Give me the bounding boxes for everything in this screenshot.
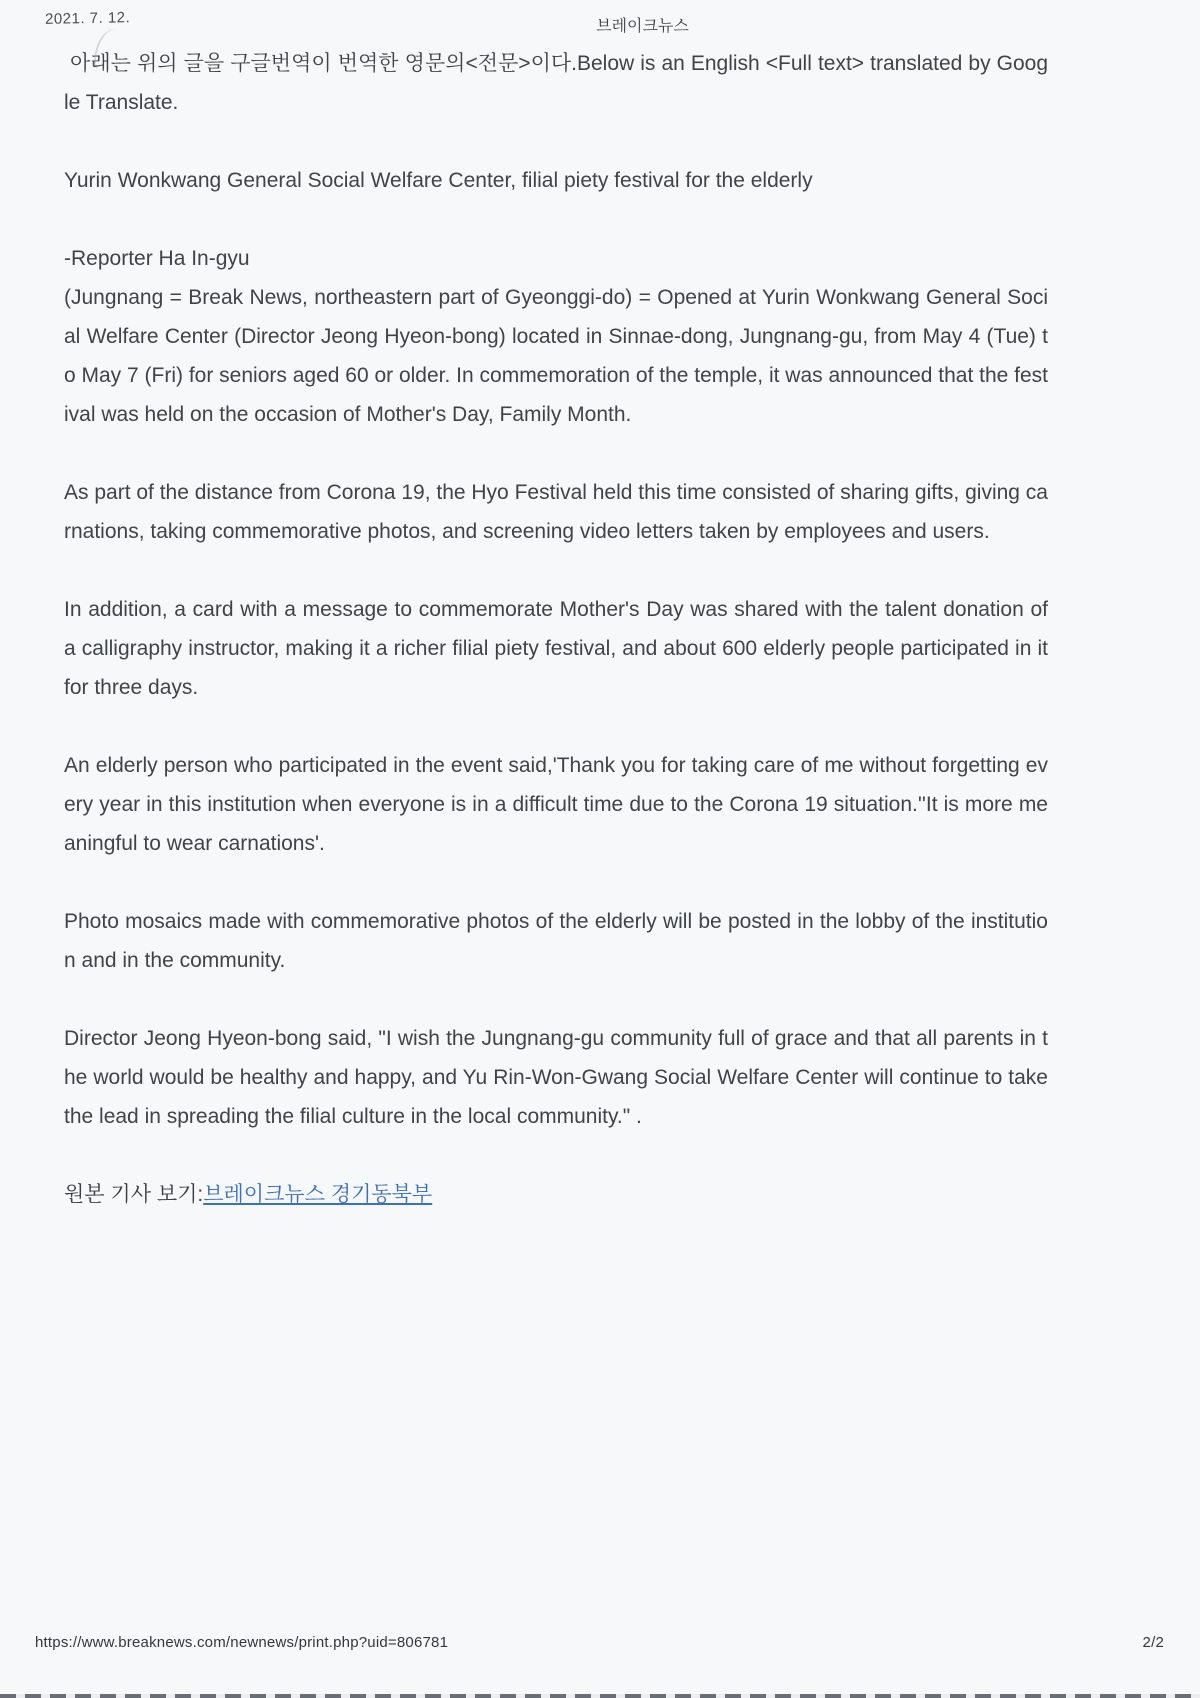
paragraph-text: -Reporter Ha In-gyu — [64, 247, 250, 270]
print-footer — [35, 1634, 1164, 1651]
paragraph-text: As part of the distance from Corona 19, the Hyo Festival held this time consisted of sharing gifts, giving carnations, taking commemorative photos, and screening video letters taken by employees and users. — [64, 481, 1048, 543]
article — [64, 44, 1048, 1253]
print-date: 2021. 7. 12. — [44, 9, 131, 28]
footer-url: https://www.breaknews.com/newnews/print.php?uid=806781 — [35, 1634, 449, 1651]
paragraph-text: Yurin Wonkwang General Social Welfare Center, filial piety festival for the elderly — [64, 169, 813, 192]
article-body — [64, 44, 1048, 1136]
scan-edge-bottom — [0, 1694, 1200, 1698]
paragraph — [64, 161, 1048, 200]
paragraph-text: Director Jeong Hyeon-bong said, "I wish the Jungnang-gu community full of grace and that all parents in the world would be healthy and happy, and Yu Rin-Won-Gwang Social Welfare Center will continue to take the lead in spreading the filial culture in the local community." . — [64, 1027, 1048, 1128]
paragraph-text: (Jungnang = Break News, northeastern part of Gyeonggi-do) = Opened at Yurin Wonkwang General Social Welfare Center (Director Jeong Hyeon-bong) located in Sinnae-dong, Jungnang-gu, from May 4 (Tue) to May 7 (Fri) for seniors aged 60 or older. In commemoration of the temple, it was announced that the festival was held on the occasion of Mother's Day, Family Month. — [64, 286, 1048, 426]
page-number: 2/2 — [1142, 1634, 1164, 1651]
paragraph — [64, 473, 1048, 551]
source-line — [64, 1175, 1048, 1214]
paragraph-text: Photo mosaics made with commemorative photos of the elderly will be posted in the lobby of the institution and in the community. — [64, 910, 1048, 972]
site-name: 브레이크뉴스 — [596, 18, 689, 35]
paragraph — [64, 44, 1048, 122]
source-link[interactable]: 브레이크뉴스 경기동북부 — [203, 1183, 433, 1206]
paragraph-text: An elderly person who participated in the event said,'Thank you for taking care of me without forgetting every year in this institution when everyone is in a difficult time due to the Corona 19 situation.''It is more meaningful to wear carnations'. — [64, 754, 1048, 855]
paragraph-text: 아래는 위의 글을 구글번역이 번역한 영문의<전문>이다.Below is an English <Full text> translated by Google Translate. — [64, 52, 1048, 114]
paragraph — [64, 590, 1048, 707]
paragraph — [64, 1019, 1048, 1136]
source-label: 원본 기사 보기: — [64, 1183, 204, 1206]
paragraph — [64, 239, 1048, 434]
paragraph-text: In addition, a card with a message to commemorate Mother's Day was shared with the talent donation of a calligraphy instructor, making it a richer filial piety festival, and about 600 elderly people participated in it for three days. — [64, 598, 1048, 699]
paragraph — [64, 902, 1048, 980]
paragraph — [64, 746, 1048, 863]
